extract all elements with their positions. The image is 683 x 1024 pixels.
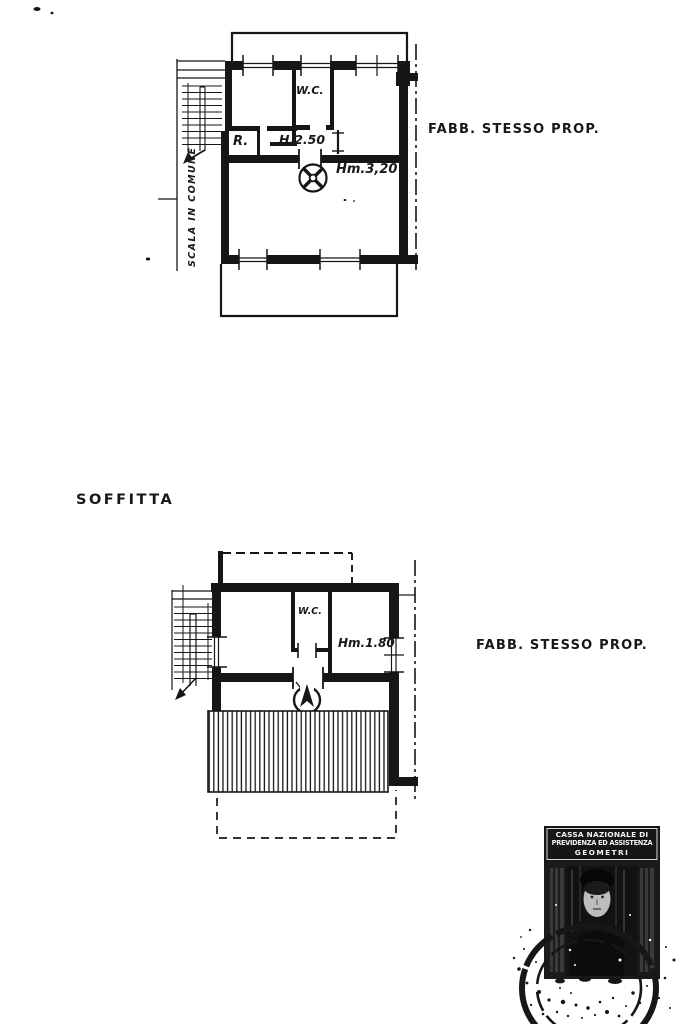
partition — [225, 126, 260, 131]
balcony-outline-bottom — [221, 264, 397, 316]
wall-top — [211, 583, 399, 592]
wc-wall-bottom — [326, 125, 334, 130]
door-leaf — [332, 130, 344, 154]
wc-label-attic: W.C. — [298, 606, 322, 617]
attic-floor-plan-drawing — [172, 551, 418, 838]
height-hall-label: H.2.50 — [279, 132, 326, 147]
wc-wall-bottom — [316, 648, 330, 652]
wall-left-upper — [225, 61, 232, 131]
height-main-room-label-attic: Hm.1.80 — [338, 636, 395, 650]
room-r-label: R. — [233, 134, 249, 149]
window — [239, 249, 267, 270]
window — [301, 55, 331, 76]
wall-left-lower — [221, 131, 229, 264]
ceiling-fan-symbol — [300, 165, 327, 192]
scan-speck — [146, 258, 150, 261]
window — [243, 55, 273, 76]
section-title-soffitta: SOFFITTA — [76, 492, 175, 508]
scan-speck — [51, 12, 54, 15]
dashed-projection-lower — [217, 790, 396, 838]
scan-speck — [344, 199, 347, 201]
balcony-outline-top — [232, 33, 407, 61]
scan-speck — [353, 200, 355, 202]
stamp-issuer-line1: CASSA NAZIONALE DI — [555, 830, 649, 839]
wc-wall-bottom — [291, 648, 298, 652]
wall-stub-to-boundary — [389, 777, 418, 786]
height-main-room-label-upper: Hm.3,20 — [336, 162, 398, 177]
scan-speck — [34, 7, 41, 11]
wc-wall-left — [291, 592, 295, 652]
wc-wall-right — [330, 61, 334, 130]
stamp-pilaster-left — [550, 868, 564, 972]
wc-wall-bottom — [294, 125, 310, 130]
window — [320, 249, 360, 270]
window — [356, 55, 398, 76]
door-jamb — [257, 126, 260, 157]
stamp-issuer-text — [546, 830, 658, 857]
wc-label-upper: W.C. — [296, 84, 324, 97]
staircase-label: SCALA IN COMUNE — [187, 146, 198, 267]
wc-wall-right — [328, 592, 332, 680]
adjacent-building-label-upper: FABB. STESSO PROP. — [428, 122, 600, 137]
stamp-issuer-line3: GEOMETRI — [574, 848, 630, 857]
wall-stub — [218, 551, 223, 584]
flue-symbol — [294, 682, 320, 713]
adjacent-building-label-attic: FABB. STESSO PROP. — [476, 638, 648, 653]
roof-hatch-area — [208, 711, 388, 792]
staircase-attic — [172, 585, 212, 700]
stamp-issuer-line2: PREVIDENZA ED ASSISTENZA — [551, 839, 653, 847]
